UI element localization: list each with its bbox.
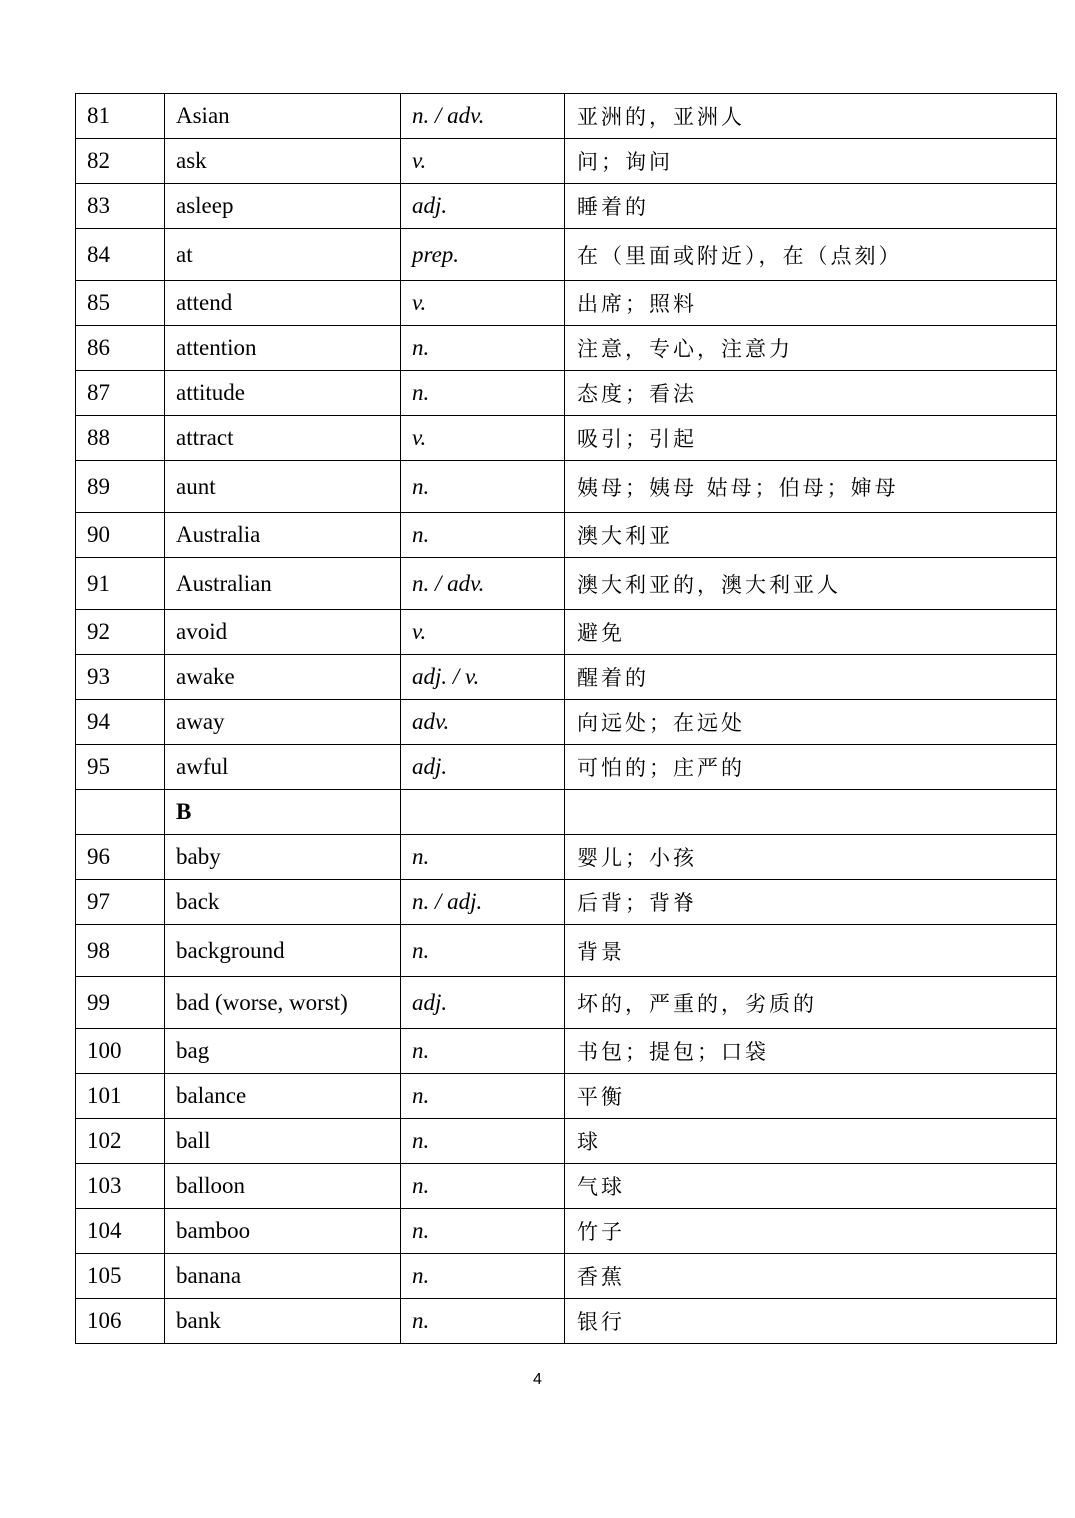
table-row	[76, 94, 1057, 139]
row-meaning: 婴儿；小孩	[565, 835, 1057, 880]
row-word: attend	[165, 281, 401, 326]
row-number	[76, 790, 165, 835]
row-number: 83	[76, 184, 165, 229]
table-row	[76, 977, 1057, 1029]
row-meaning: 避免	[565, 610, 1057, 655]
row-word: asleep	[165, 184, 401, 229]
row-part-of-speech: adj.	[401, 184, 565, 229]
row-part-of-speech: n.	[401, 1074, 565, 1119]
row-meaning: 问；询问	[565, 139, 1057, 184]
row-number: 100	[76, 1029, 165, 1074]
row-meaning: 坏的，严重的，劣质的	[565, 977, 1057, 1029]
row-part-of-speech: v.	[401, 610, 565, 655]
row-meaning: 香蕉	[565, 1254, 1057, 1299]
row-meaning: 出席；照料	[565, 281, 1057, 326]
table-row	[76, 880, 1057, 925]
row-part-of-speech: v.	[401, 416, 565, 461]
row-part-of-speech: n.	[401, 1209, 565, 1254]
row-part-of-speech: adj.	[401, 977, 565, 1029]
table-row	[76, 1119, 1057, 1164]
row-number: 87	[76, 371, 165, 416]
row-part-of-speech: adv.	[401, 700, 565, 745]
table-row	[76, 513, 1057, 558]
row-part-of-speech: adj.	[401, 745, 565, 790]
row-number: 93	[76, 655, 165, 700]
row-meaning: 银行	[565, 1299, 1057, 1344]
row-meaning: 睡着的	[565, 184, 1057, 229]
row-word: ask	[165, 139, 401, 184]
row-word: attract	[165, 416, 401, 461]
row-word: away	[165, 700, 401, 745]
row-meaning: 书包；提包；口袋	[565, 1029, 1057, 1074]
table-row	[76, 1209, 1057, 1254]
table-row	[76, 281, 1057, 326]
row-part-of-speech: n.	[401, 835, 565, 880]
row-number: 89	[76, 461, 165, 513]
row-word: background	[165, 925, 401, 977]
row-word: bank	[165, 1299, 401, 1344]
row-meaning: 向远处；在远处	[565, 700, 1057, 745]
row-number: 104	[76, 1209, 165, 1254]
row-meaning: 球	[565, 1119, 1057, 1164]
row-word: awake	[165, 655, 401, 700]
table-row	[76, 1074, 1057, 1119]
table-row	[76, 558, 1057, 610]
row-meaning	[565, 790, 1057, 835]
row-number: 99	[76, 977, 165, 1029]
row-word: avoid	[165, 610, 401, 655]
row-number: 90	[76, 513, 165, 558]
section-letter: B	[165, 790, 401, 835]
row-part-of-speech: v.	[401, 139, 565, 184]
row-part-of-speech: n. / adv.	[401, 94, 565, 139]
row-meaning: 态度；看法	[565, 371, 1057, 416]
row-part-of-speech: n.	[401, 461, 565, 513]
row-meaning: 注意，专心，注意力	[565, 326, 1057, 371]
table-row	[76, 1254, 1057, 1299]
row-word: awful	[165, 745, 401, 790]
table-row	[76, 835, 1057, 880]
row-meaning: 姨母；姨母 姑母；伯母；婶母	[565, 461, 1057, 513]
table-row	[76, 610, 1057, 655]
row-part-of-speech: prep.	[401, 229, 565, 281]
row-number: 88	[76, 416, 165, 461]
table-row	[76, 371, 1057, 416]
row-part-of-speech: n.	[401, 513, 565, 558]
row-word: bag	[165, 1029, 401, 1074]
table-row	[76, 461, 1057, 513]
row-word: bamboo	[165, 1209, 401, 1254]
row-number: 101	[76, 1074, 165, 1119]
row-part-of-speech: n. / adv.	[401, 558, 565, 610]
row-number: 106	[76, 1299, 165, 1344]
row-meaning: 澳大利亚	[565, 513, 1057, 558]
row-number: 95	[76, 745, 165, 790]
row-part-of-speech: n.	[401, 1164, 565, 1209]
row-number: 102	[76, 1119, 165, 1164]
row-word: banana	[165, 1254, 401, 1299]
section-header-row	[76, 790, 1057, 835]
row-meaning: 气球	[565, 1164, 1057, 1209]
row-meaning: 后背；背脊	[565, 880, 1057, 925]
row-word: attitude	[165, 371, 401, 416]
row-number: 103	[76, 1164, 165, 1209]
row-part-of-speech: adj. / v.	[401, 655, 565, 700]
row-meaning: 背景	[565, 925, 1057, 977]
row-part-of-speech: n.	[401, 1299, 565, 1344]
row-number: 97	[76, 880, 165, 925]
row-number: 86	[76, 326, 165, 371]
table-row	[76, 326, 1057, 371]
row-number: 91	[76, 558, 165, 610]
row-number: 85	[76, 281, 165, 326]
row-number: 98	[76, 925, 165, 977]
row-word: aunt	[165, 461, 401, 513]
table-row	[76, 1164, 1057, 1209]
row-meaning: 平衡	[565, 1074, 1057, 1119]
row-number: 92	[76, 610, 165, 655]
row-part-of-speech: n. / adj.	[401, 880, 565, 925]
row-meaning: 竹子	[565, 1209, 1057, 1254]
row-part-of-speech: n.	[401, 1029, 565, 1074]
row-part-of-speech: n.	[401, 1254, 565, 1299]
row-number: 105	[76, 1254, 165, 1299]
table-row	[76, 925, 1057, 977]
table-row	[76, 745, 1057, 790]
row-meaning: 澳大利亚的，澳大利亚人	[565, 558, 1057, 610]
row-word: bad (worse, worst)	[165, 977, 401, 1029]
vocabulary-table	[75, 93, 1057, 1344]
row-number: 81	[76, 94, 165, 139]
table-row	[76, 229, 1057, 281]
row-word: Australian	[165, 558, 401, 610]
row-number: 82	[76, 139, 165, 184]
row-meaning: 醒着的	[565, 655, 1057, 700]
table-row	[76, 700, 1057, 745]
row-part-of-speech: v.	[401, 281, 565, 326]
row-word: Asian	[165, 94, 401, 139]
row-part-of-speech: n.	[401, 1119, 565, 1164]
table-row	[76, 139, 1057, 184]
row-word: balloon	[165, 1164, 401, 1209]
row-meaning: 在（里面或附近），在（点刻）	[565, 229, 1057, 281]
table-row	[76, 184, 1057, 229]
row-meaning: 吸引；引起	[565, 416, 1057, 461]
row-word: Australia	[165, 513, 401, 558]
row-meaning: 可怕的；庄严的	[565, 745, 1057, 790]
table-row	[76, 1299, 1057, 1344]
row-meaning: 亚洲的，亚洲人	[565, 94, 1057, 139]
table-row	[76, 416, 1057, 461]
page-number: 4	[533, 1371, 542, 1388]
table-row	[76, 655, 1057, 700]
row-part-of-speech: n.	[401, 326, 565, 371]
row-word: ball	[165, 1119, 401, 1164]
row-part-of-speech	[401, 790, 565, 835]
row-word: back	[165, 880, 401, 925]
row-part-of-speech: n.	[401, 371, 565, 416]
row-word: baby	[165, 835, 401, 880]
row-word: at	[165, 229, 401, 281]
row-word: attention	[165, 326, 401, 371]
row-part-of-speech: n.	[401, 925, 565, 977]
row-number: 96	[76, 835, 165, 880]
table-row	[76, 1029, 1057, 1074]
row-number: 94	[76, 700, 165, 745]
row-number: 84	[76, 229, 165, 281]
row-word: balance	[165, 1074, 401, 1119]
